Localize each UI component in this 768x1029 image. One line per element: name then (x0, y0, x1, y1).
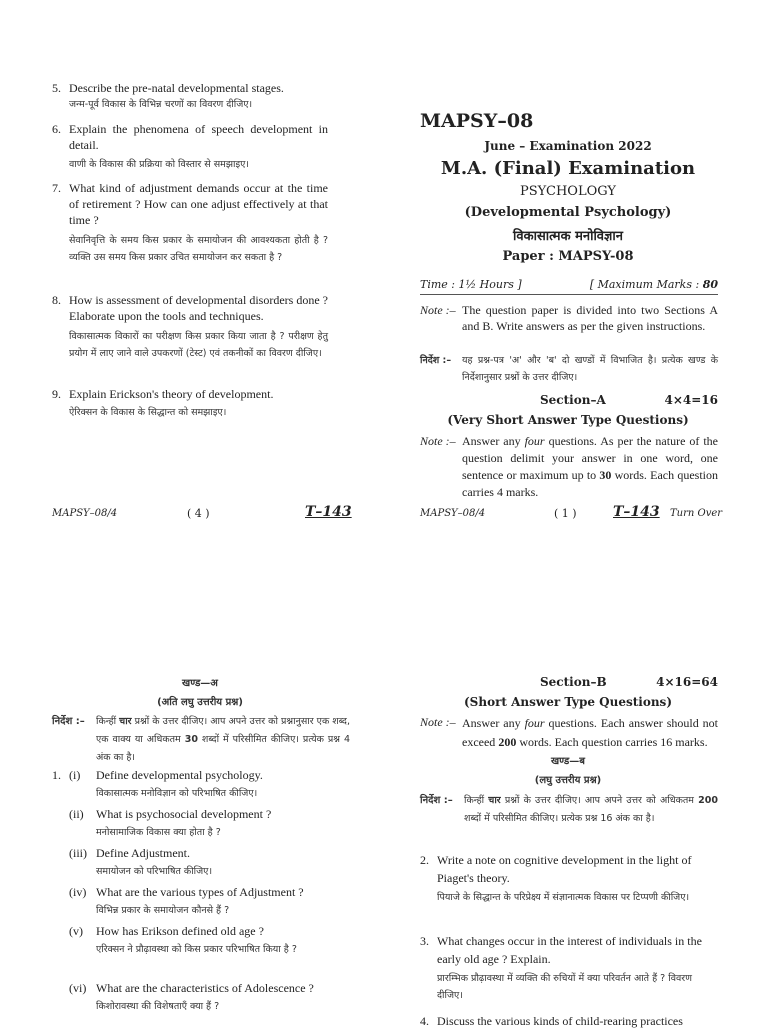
question-text-en: Explain Erickson's theory of development. (69, 387, 274, 401)
nirdesh-part: शब्दों में परिसीमित कीजिए। प्रत्येक प्रश्न 16 अंक का है। (464, 813, 655, 824)
question-number: 8. (52, 293, 61, 307)
question-3 (420, 932, 718, 1004)
question-number: 4. (420, 1014, 429, 1028)
nirdesh-label: निर्देश :– (420, 795, 453, 806)
header-divider (420, 294, 718, 295)
subject: PSYCHOLOGY (520, 184, 616, 199)
marks-value: 80 (702, 278, 718, 291)
question-text-en: Write a note on cognitive development in the light of Piaget's theory. (437, 853, 692, 885)
question-7 (52, 180, 328, 266)
question-text-hi: विकासात्मक विकारों का परीक्षण किस प्रकार किया जाता है ? परीक्षण हेतु प्रयोग में लाए जाने वाले उपकरणों (टेस्ट) एवं तकनीकों का विवरण दीजिए। (69, 331, 328, 359)
question-9 (52, 386, 328, 421)
note-label: Note :– (420, 434, 456, 448)
paper-name: (Developmental Psychology) (464, 205, 672, 220)
subquestion-vi (69, 980, 349, 1015)
nirdesh-khand-a (52, 713, 350, 767)
subquestion-number: (ii) (69, 807, 84, 821)
subquestion-text-en: What are the various types of Adjustment ? (96, 885, 304, 899)
note-label: Note :– (420, 715, 456, 729)
subquestion-text-en: What is psychosocial development ? (96, 807, 272, 821)
khand-a-type: (अति लघु उत्तरीय प्रश्न) (157, 697, 243, 708)
question-number: 6. (52, 122, 61, 136)
paper-code-heading: MAPSY–08 (420, 110, 534, 132)
note-text (462, 714, 718, 752)
subquestion-text-hi: किशोरावस्था की विशेषताएँ क्या हैं ? (96, 1001, 220, 1012)
footer-code: MAPSY–08/4 (52, 508, 118, 519)
question-text-hi: प्रारम्भिक प्रौढ़ावस्था में व्यक्ति की रुचियों में क्या परिवर्तन आते हैं ? विवरण दीजिए। (437, 973, 693, 1001)
note-text: The question paper is divided into two Sections A and B. Write answers as per the given instructions. (462, 303, 718, 333)
question-text-hi: पियाजे के सिद्धान्त के परिप्रेक्ष्य में संज्ञानात्मक विकास पर टिप्पणी कीजिए। (437, 892, 690, 903)
exam-session: June – Examination 2022 (484, 139, 652, 153)
footer-page-number: ( 4 ) (187, 507, 210, 520)
nirdesh-part: किन्हीं (464, 795, 489, 806)
subquestion-number: (iii) (69, 846, 87, 860)
subquestion-number: (i) (69, 768, 81, 782)
question-2 (420, 851, 718, 906)
note-text (462, 433, 718, 501)
subquestion-number: (iv) (69, 885, 87, 899)
section-a-type: (Very Short Answer Type Questions) (447, 413, 689, 427)
nirdesh-khand-b (420, 792, 718, 828)
question-text-hi: वाणी के विकास की प्रक्रिया को विस्तार से समझाइए। (69, 159, 249, 170)
question-text-en: Discuss the various kinds of child-rearing practices (437, 1014, 683, 1028)
maximum-marks (590, 278, 718, 291)
question-number: 3. (420, 934, 429, 948)
nirdesh-text (96, 713, 350, 767)
section-a-marks: 4×4=16 (664, 393, 718, 407)
note-sections (420, 302, 718, 334)
note-word-limit: 30 (599, 468, 612, 482)
question-number: 5. (52, 81, 61, 95)
note-section-b (420, 714, 718, 752)
subquestion-number: (v) (69, 924, 83, 938)
note-text-part: questions. Each answer should not exceed (462, 716, 718, 749)
nirdesh-part: शब्दों में परिसीमित कीजिए। प्रत्येक प्रश्न 4 अंक का है। (96, 734, 350, 763)
question-text-hi: जन्म-पूर्व विकास के विभिन्न चरणों का विवरण दीजिए। (69, 99, 253, 110)
section-b-type: (Short Answer Type Questions) (464, 695, 672, 709)
footer-code: MAPSY–08/4 (420, 508, 486, 519)
subquestion-iv (69, 884, 349, 919)
paper-number: Paper : MAPSY-08 (502, 249, 634, 264)
question-text-en: What kind of adjustment demands occur at the time of retirement ? How can one adjust effectively at that time ? (69, 181, 328, 227)
khand-a-heading: खण्ड—अ (182, 678, 218, 689)
nirdesh-emphasis: चार (488, 795, 501, 806)
question-text-en: How is assessment of developmental disorders done ? Elaborate upon the tools and techniques. (69, 293, 328, 323)
nirdesh-word-limit: 30 (184, 734, 198, 745)
subquestion-v (69, 923, 349, 958)
footer-page-number: ( 1 ) (554, 507, 577, 520)
nirdesh-label: निर्देश :– (420, 355, 452, 366)
subquestion-text-en: Define Adjustment. (96, 846, 190, 860)
khand-b-heading: खण्ड—ब (551, 756, 585, 767)
footer-tcode: T–143 (305, 504, 352, 520)
nirdesh-part: किन्हीं (96, 716, 120, 727)
nirdesh-text: यह प्रश्न-पत्र 'अ' और 'ब' दो खण्डों में विभाजित है। प्रत्येक खण्ड के निर्देशानुसार प्रश्नों के उत्तर दीजिए। (462, 355, 718, 383)
question-text-hi: सेवानिवृत्ति के समय किस प्रकार के समायोजन की आवश्यकता होती है ? व्यक्ति उस समय किस प्रकार उचित समायोजन कर सकता है ? (69, 235, 328, 263)
note-text-part: questions. As per the nature of the question delimit your answer in one word, one sentence or maximum up to (462, 434, 718, 482)
note-word-limit: 200 (498, 735, 517, 749)
subquestion-text-en: Define developmental psychology. (96, 768, 263, 782)
subquestion-text-hi: मनोसामाजिक विकास क्या होता है ? (96, 827, 221, 838)
paper-name-hindi: विकासात्मक मनोविज्ञान (513, 229, 623, 244)
question-number: 2. (420, 853, 429, 867)
question-4 (420, 1013, 718, 1029)
turn-over: Turn Over (670, 508, 723, 519)
nirdesh-emphasis: चार (119, 716, 132, 727)
note-text-part: Answer any (462, 716, 525, 730)
section-b-marks: 4×16=64 (656, 675, 718, 689)
question-5 (52, 80, 328, 113)
question-1-number: 1. (52, 768, 61, 782)
note-text-part: Answer any (462, 434, 525, 448)
nirdesh-sections (420, 352, 718, 386)
question-text-en: What changes occur in the interest of individuals in the early old age ? Explain. (437, 934, 702, 966)
question-8 (52, 292, 328, 362)
question-text-en: Describe the pre-natal developmental stages. (69, 81, 284, 95)
note-text-part: words. Each question carries 4 marks. (462, 468, 718, 499)
subquestion-text-en: What are the characteristics of Adolescence ? (96, 981, 314, 995)
subquestion-text-en: How has Erikson defined old age ? (96, 924, 264, 938)
question-text-en: Explain the phenomena of speech development in detail. (69, 122, 328, 152)
note-text-part: words. Each question carries 16 marks. (516, 735, 708, 749)
question-6 (52, 121, 328, 173)
marks-label: [ Maximum Marks : (589, 278, 703, 291)
time-allowed: Time : 1½ Hours ] (420, 278, 522, 291)
note-emphasis: four (524, 434, 545, 448)
section-a-heading: Section–A (540, 393, 606, 407)
nirdesh-part: प्रश्नों के उत्तर दीजिए। आप अपने उत्तर को प्रश्नानुसार एक शब्द, एक वाक्य या अधिकतम (96, 716, 350, 745)
subquestion-text-hi: समायोजन को परिभाषित कीजिए। (96, 866, 213, 877)
subquestion-text-hi: एरिक्सन ने प्रौढ़ावस्था को किस प्रकार परिभाषित किया है ? (96, 944, 297, 955)
subquestion-ii (69, 806, 349, 841)
nirdesh-text (464, 792, 718, 828)
nirdesh-label: निर्देश :– (52, 716, 85, 727)
subquestion-i (69, 767, 349, 802)
question-number: 7. (52, 181, 61, 195)
subquestion-number: (vi) (69, 981, 87, 995)
subquestion-iii (69, 845, 349, 880)
exam-title: M.A. (Final) Examination (440, 158, 696, 179)
question-text-hi: ऐरिक्सन के विकास के सिद्धान्त को समझाइए। (69, 407, 227, 418)
subquestion-text-hi: विभिन्न प्रकार के समायोजन कौनसे हैं ? (96, 905, 230, 916)
subquestion-text-hi: विकासात्मक मनोविज्ञान को परिभाषित कीजिए। (96, 788, 258, 799)
nirdesh-word-limit: 200 (698, 795, 719, 806)
note-label: Note :– (420, 303, 456, 317)
note-section-a (420, 433, 718, 501)
nirdesh-part: प्रश्नों के उत्तर दीजिए। आप अपने उत्तर को अधिकतम (500, 795, 699, 806)
section-b-heading: Section–B (540, 675, 607, 689)
khand-b-type: (लघु उत्तरीय प्रश्न) (534, 775, 602, 786)
question-number: 9. (52, 387, 61, 401)
note-emphasis: four (524, 716, 545, 730)
footer-tcode: T–143 (613, 504, 660, 520)
